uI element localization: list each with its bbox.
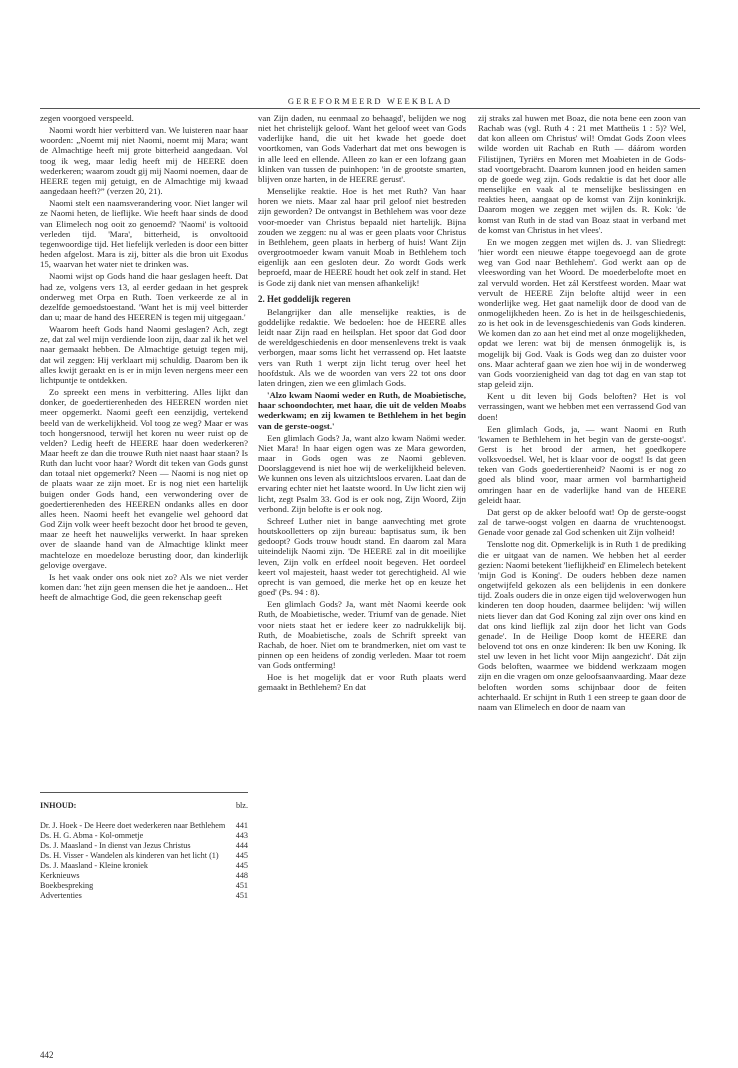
toc-item-title: Ds. H. G. Abma - Kol-ommetje [40,831,144,840]
toc-item-page: 443 [235,831,248,840]
column-2 [258,113,466,695]
toc-item-page: 451 [235,881,248,890]
page-number: 442 [40,1050,54,1060]
toc-item-title: Advertenties [40,891,82,900]
toc-item [40,881,248,891]
toc-item-title: Kerknieuws [40,871,80,880]
toc-item [40,861,248,871]
toc-item [40,851,248,861]
paragraph: Dat gerst op de akker beloofd wat! Op de gerste-oogst zal de tarwe-oogst volgen en daarna de vruchtenoogst. Genade voor genade zal God schenken uit Zijn volheid! [478,506,686,538]
paragraph: zij straks zal huwen met Boaz, die nota bene een zoon van Rachab was (vgl. Ruth 4 : 21 met Mattheüs 1 : 5)? Wel, dat kon alleen om Christus' wil! Omdat Gods Zoon vlees wilde worden uit Rachab en Ruth — dáárom worden Filistijnen, Tyriërs en Moren met Moabieten in de Gods-stad voortgebracht. Daarom kunnen jood en heiden samen op de goede weg zijn. Gods redaktie is dat het door alle menselijke en vaak al te menselijke beslissingen en reakties heen, aangaat op de komst van Zijn koninkrijk. Daarom mogen we zeggen met wijlen ds. R. Kok: 'de komst van Ruth in de stad van Boaz staat in verband met de komst van Christus in het vlees'. [478,113,686,235]
running-head: GEREFORMEERD WEEKBLAD [287,96,453,106]
quote-paragraph: 'Alzo kwam Naomi weder en Ruth, de Moabietische, haar schoondochter, met haar, die uit de velden Moabs wederkwam; en zij kwamen te Bethlehem in het begin van de gerste-oogst.' [258,390,466,431]
toc-item-title: Ds. J. Maasland - In dienst van Jezus Christus [40,841,191,850]
table-of-contents [40,792,248,901]
paragraph: Naomi wordt hier verbitterd van. We luisteren naar haar woorden: „Noemt mij niet Naomi, noemt mij Mara; want de Almachtige heeft mij grote bitterheid aangedaan. Vol toog ik weg, maar ledig heeft mij de HEERE doen wederkeren; waarom zoudt gij mij Naomi noemen, daar de HEERE tegen mij getuigt, en de Almachtige mij kwaad aangedaan heeft?” (verzen 20, 21). [40,125,248,197]
paragraph: Een glimlach Gods, ja, — want Naomi en Ruth 'kwamen te Bethlehem in het begin van de gerste-oogst'. Gerst is het brood der armen, het goedkopere volksvoedsel. Wel, het is klaar voor de oogst! Is dat geen teken van Gods goedertierenheid? Naomi is er nog zo goed als blind voor, maar armen vol barmhartigheid omringen haar en de vaderlijke hand van de HEERE geleidt haar. [478,423,686,505]
column-3 [478,113,686,714]
paragraph: Waarom heeft Gods hand Naomi geslagen? Ach, zegt ze, dat zal wel mijn verdiende loon zijn, daar zal ik het wel naar gemaakt hebben. De Almachtige getuigt tegen mij, dat wil zeggen: Hij verklaart mij schuldig. Daarom ben ik alles kwijt geraakt en is er in mijn leven nergens meer een lichtpuntje te ontdekken. [40,324,248,385]
section-heading: 2. Het goddelijk regeren [258,293,351,304]
paragraph: zegen voorgoed verspeeld. [40,113,134,123]
toc-item-page: 451 [235,891,248,900]
toc-item-title: Boekbespreking [40,881,94,890]
paragraph: Hoe is het mogelijk dat er voor Ruth plaats werd gemaakt in Bethlehem? En dat [258,672,466,693]
paragraph: Belangrijker dan alle menselijke reakties, is de goddelijke redaktie. We bedoelen: hoe de HEERE alles leidt naar Zijn raad en heilsplan. Het spoor dat God door de wereldgeschiedenis en door mensenlevens trekt is vaak verborgen, maar soms licht het verrassend op. Het laatste vers van Ruth 1 werpt zijn licht terug over heel het hoofdstuk. Als we de woorden van vers 22 tot ons door laten dringen, zien we een glimlach Gods. [258,306,466,388]
toc-item-page: 445 [235,851,248,860]
toc-heading: INHOUD: [40,801,77,810]
paragraph: Een glimlach Gods? Ja, want mèt Naomi keerde ook Ruth, de Moabietische, weder. Triumf van de genade. Niet voor niets staat het er iedere keer zo nadrukkelijk bij. Ruth, de Moabietische, zoals de Schrift spreekt van Rachab, de hoer. Niet om te brandmerken, niet om vast te pinnen op een heidens of zondig verleden. Maar tot roem van Gods ontferming! [258,599,466,671]
paragraph: En we mogen zeggen met wijlen ds. J. van Sliedregt: 'hier wordt een nieuwe étappe toegevoegd aan de grote weg van God naar Bethlehem'. God werkt aan op de vleeswording van het Woord. De moederbelofte moet en zal vervuld worden. Het zál Kerstfeest worden. Maar wat vervult de HEERE Zijn belofte altijd weer in een wonderlijke weg. Het gaat namelijk door de dood van de onmogelijkheden heen. Zo is het in de heilsgeschiedenis, zo is het ook in de levensgeschiedenis van Gods kinderen. We komen dan zo aan het eind met al onze mogelijkheden, opdat we leren: wat bij de mensen ónmogelijk is, is mogelijk bij God. Vaak is Gods weg dan zo duister voor ons. Maar achteraf gaan we zien hoe wij in de wonderweg van Gods voorzienigheid van dag tot dag en van stap tot stap geleid zijn. [478,236,686,390]
paragraph: Tenslotte nog dit. Opmerkelijk is in Ruth 1 de prediking die er uitgaat van de namen. We hebben het al eerder gezien: Naomi betekent 'lieflijkheid' en Elimelech betekent 'mijn God is Koning'. De ouders hebben deze namen ongetwijfeld gekozen als een belijdenis in een donkere tijd. Zoals ouders die in onze eigen tijd weloverwogen hun kinderen ten doop houden, daarmee belijden: 'wij willen niets liever dan dat God Koning zal zijn over ons kind en dat ons kind lieflijk zal zijn door het licht van Gods genade'. In de Heilige Doop komt de HEERE dan belovend tot ons en onze kinderen: Ik ben uw Koning. Ik stel uw leven in het licht voor Mijn aangezicht'. Dát zijn Gods beloften, waarmee we biddend werkzaam mogen zijn en die vragen om onze geloofsaanvaarding. Maar deze beloften worden soms schijnbaar door de feiten achterhaald. Er schijnt in Ruth 1 een streep te gaan door de naam van Elimelech en door de naam van [478,539,686,712]
column-1 [40,113,248,604]
paragraph: Is het vaak onder ons ook niet zo? Als we niet verder komen dan: 'het zijn geen mensen die het je aandoen... Het heeft de almachtige God, die geen rekenschap geeft [40,571,248,603]
paragraph: Naomi wijst op Gods hand die haar geslagen heeft. Dat had ze, volgens vers 13, al eerder gedaan in het gesprek onderweg met Orpa en Ruth. Toen verkeerde ze al in dezelfde gemoedstoestand. 'Want het is mij veel bitterder dan u; maar de hand des HEEREN is tegen mij uitgegaan.' [40,271,248,322]
paragraph: van Zijn daden, nu eenmaal zo behaagd', belijden we nog niet het christelijk geloof. Want het geloof weet van Gods vaderlijke hand, die uit het kwade het goede doet voortkomen, van Gods Vaderhart dat met ons bewogen is in alle leed en ellende. Alleen zo kan er een lofzang gaan klinken van tussen de puinhopen: 'in de grootste smarten, blijven onze harten, in de HEERE gerust'. [258,113,466,184]
toc-item [40,831,248,841]
toc-item [40,821,248,831]
paragraph: Een glimlach Gods? Ja, want alzo kwam Naömi weder. Niet Mara! In haar eigen ogen was ze Mara geworden, maar in Gods ogen was ze Naomi gebleven. Doorslaggevend is niet hoe wij de werkelijkheid beleven. We kunnen ons leven als uitzichtsloos ervaren. Laat dan de ervaring echter niet het laatste woord. In Uw licht zien wij licht, zegt Psalm 33. God is er ook nog, Zijn Woord, Zijn verbond. Zijn belofte is er ook nog. [258,432,466,514]
toc-header [40,801,248,811]
toc-item [40,891,248,901]
toc-rule [40,792,248,793]
header-rule [40,108,700,109]
toc-item-title: Ds. J. Maasland - Kleine kroniek [40,861,149,870]
paragraph: Naomi stelt een naamsverandering voor. Niet langer wil ze Naomi heten, de lieflijke. Wie heeft haar sinds de dood van Elimelech nog ooit zo genoemd? 'Naomi' is voltooid verleden tijd. 'Mara', bitterheid, is onvoltooid tegenwoordige tijd. Het liefelijk verleden is door een bitter heden afgelost. Mara is zij, bitter als die bron uit Exodus 15, waarvan het water niet te drinken was. [40,198,248,270]
toc-item [40,841,248,851]
paragraph: Zo spreekt een mens in verbittering. Alles lijkt dan donker, de goedertierenheden des HEEREN worden niet meer opgemerkt. Naomi geeft een eenzijdig, vertekend beeld van de werkelijkheid. Vol toog ze weg? Maar er was toch hongersnood, terwijl het koren nu weer ruist op de velden? Ledig heeft de HEERE haar doen wederkeren? Maar heeft ze dan die trouwe Ruth niet naast haar staan? Is Ruth dan lucht voor haar? Wordt dit teken van Gods gunst dan totaal niet opgemerkt? Neen — Naomi is nog niet op de plaats waar ze zijn moet. Er is nog niet een hartelijk buigen onder Gods hand, een verwondering over de goedertierenheden des HEEREN ondanks alles en door alles heen. Naomi heeft het evangelie wel gehoord dat God Zijn volk weer heeft bezocht door het brood te geven, maar ze heeft het nauwelijks verwerkt. In haar spreken over de slaande hand van de Almachtige klinkt meer machteloze en moedeloze berusting door, dan kinderlijk gelovige overgave. [40,387,248,570]
paragraph: Schreef Luther niet in bange aanvechting met grote houtskoolletters op zijn bureau: baptisatus sum, ik ben gedoopt? Gods trouw houdt stand. En daarom zal Mara uiteindelijk Naomi zijn. 'De HEERE zal in dit moeilijke leven, Zijn volk en erfdeel nooit begeven. Het oordeel keert vol majesteit, haast weder tot gerechtigheid. Al wie oprecht is van gemoed, die merke het op en keuze het goed' (Ps. 94 : 8). [258,515,466,598]
toc-item-page: 444 [235,841,248,850]
toc-item-page: 445 [235,861,248,870]
toc-item [40,871,248,881]
paragraph: Kent u dit leven bij Gods beloften? Het is vol verrassingen, want we hebben met een verrassend God van doen! [478,391,686,422]
toc-page-label: blz. [235,801,248,810]
toc-item-page: 441 [235,821,248,830]
toc-item-title: Dr. J. Hoek - De Heere doet wederkeren naar Bethlehem [40,821,226,830]
toc-item-title: Ds. H. Visser - Wandelen als kinderen van het licht (1) [40,851,219,860]
toc-item-page: 448 [235,871,248,880]
paragraph: Menselijke reaktie. Hoe is het met Ruth? Van haar horen we niets. Maar zal haar pril geloof niet bestreden zijn geworden? De ontvangst in Bethlehem was voor deze voor-moeder van Christus bepaald niet hartelijk. Bijna zouden we zeggen: nu al was er geen plaats voor Christus in Bethlehem, geen plaats in herberg of huis! Want Zijn overgrootmoeder kwam vanuit Moab in Bethlehem toch eigenlijk aan een gesloten deur. Zo wordt Gods werk beproefd, maar de HEERE houdt het ook zelf in stand. Het is Gode zij dank niet van mensen afhankelijk! [258,186,466,288]
toc-list [40,821,248,901]
